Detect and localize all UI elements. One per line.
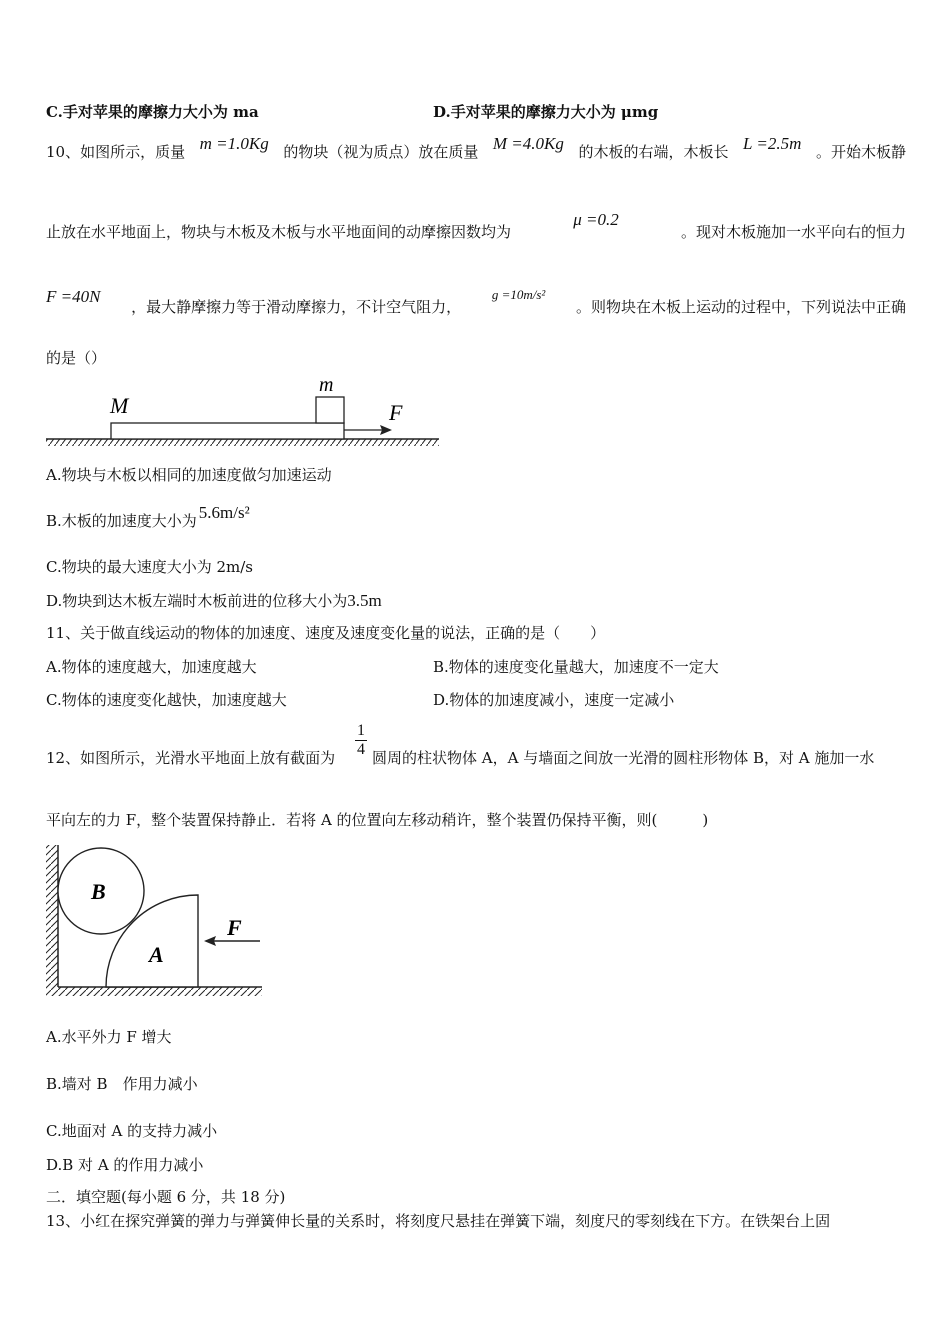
q10-label-M: M — [110, 393, 129, 418]
q12-ground-hatch — [46, 987, 262, 996]
q12-label-B: B — [91, 879, 106, 904]
q11-option-d: D.物体的加速度减小，速度一定减小 — [433, 691, 675, 709]
q12-label-A: A — [149, 942, 164, 967]
q11-stem: 11、关于做直线运动的物体的加速度、速度及速度变化量的说法，正确的是（ ） — [46, 624, 606, 642]
q10-option-b-value: 5.6m/s² — [198, 503, 250, 522]
q9-option-d: D.手对苹果的摩擦力大小为 μmg — [433, 103, 659, 121]
section-2-title: 二．填空题(每小题 6 分，共 18 分) — [46, 1188, 286, 1206]
q10-option-d: D.物块到达木板左端时木板前进的位移大小为3.5m — [46, 591, 382, 610]
q11-row-2 — [46, 689, 906, 711]
q10-ground-hatch — [46, 439, 439, 446]
q12-wall-hatch — [46, 845, 58, 987]
q10-length-L: L =2.5m — [743, 134, 802, 153]
q10-label-F: F — [389, 400, 403, 425]
q10-line-3: F =40N ，最大静摩擦力等于滑动摩擦力，不计空气阻力， g =10m/s² 。则物块在木板上运动的过程中，下列说法中正确 — [46, 296, 906, 318]
q9-option-c: C.手对苹果的摩擦力大小为 ma — [46, 103, 259, 121]
q10-gravity-g: g =10m/s² — [491, 287, 546, 302]
q10-option-a: A.物块与木板以相同的加速度做匀加速运动 — [46, 466, 332, 484]
q12-figure — [44, 843, 266, 999]
q11-row-1 — [46, 656, 906, 678]
q10-option-d-value: 3.5m — [347, 591, 382, 610]
q10-force-F: F =40N — [46, 287, 101, 306]
q11-option-a: A.物体的速度越大，加速度越大 — [46, 658, 257, 676]
q12-option-b: B.墙对 B 作用力减小 — [46, 1075, 198, 1093]
q12-option-d: D.B 对 A 的作用力减小 — [46, 1156, 204, 1174]
q10-mu: μ =0.2 — [573, 210, 619, 229]
q10-line-2: 止放在水平地面上，物块与木板及木板与水平地面间的动摩擦因数均为 μ =0.2 。现对木板施加一水平向右的恒力 — [46, 210, 906, 241]
q10-line-1: 10、如图所示，质量 m =1.0Kg 的物块（视为质点）放在质量 M =4.0Kg 的木板的右端，木板长 L =2.5m 。开始木板静 — [46, 134, 906, 161]
q12-option-a: A.水平外力 F 增大 — [46, 1028, 172, 1046]
q12-label-F: F — [227, 915, 242, 940]
q11-option-b: B.物体的速度变化量越大，加速度不一定大 — [433, 658, 719, 676]
q10-option-b: B.木板的加速度大小为 5.6m/s² — [46, 503, 250, 530]
q11-option-c: C.物体的速度变化越快，加速度越大 — [46, 691, 287, 709]
q10-label-m: m — [319, 374, 334, 396]
q10-option-c: C.物块的最大速度大小为 2m/s — [46, 558, 253, 576]
q10-figure — [44, 372, 444, 452]
q10-line-4: 的是（） — [46, 349, 107, 367]
q12-line-2: 平向左的力 F，整个装置保持静止．若将 A 的位置向左移动稍许，整个装置仍保持平衡，则( ) — [46, 811, 709, 829]
q10-board — [111, 423, 344, 439]
q10-mass-M: M =4.0Kg — [492, 134, 564, 153]
q10-mass-m: m =1.0Kg — [199, 134, 269, 153]
q13-line-1: 13、小红在探究弹簧的弹力与弹簧伸长量的关系时，将刻度尺悬挂在弹簧下端，刻度尺的零刻线在下方。在铁架台上固 — [46, 1212, 831, 1230]
q10-block — [316, 397, 344, 423]
q12-fraction: $\frac{1}{4}$ — [357, 722, 365, 758]
q12-line-1: 12、如图所示，光滑水平地面上放有截面为 $\frac{1}{4}$ 圆周的柱状物体 A，A 与墙面之间放一光滑的圆柱形物体 B，对 A 施加一水 — [46, 722, 875, 767]
q12-option-c: C.地面对 A 的支持力减小 — [46, 1122, 218, 1140]
